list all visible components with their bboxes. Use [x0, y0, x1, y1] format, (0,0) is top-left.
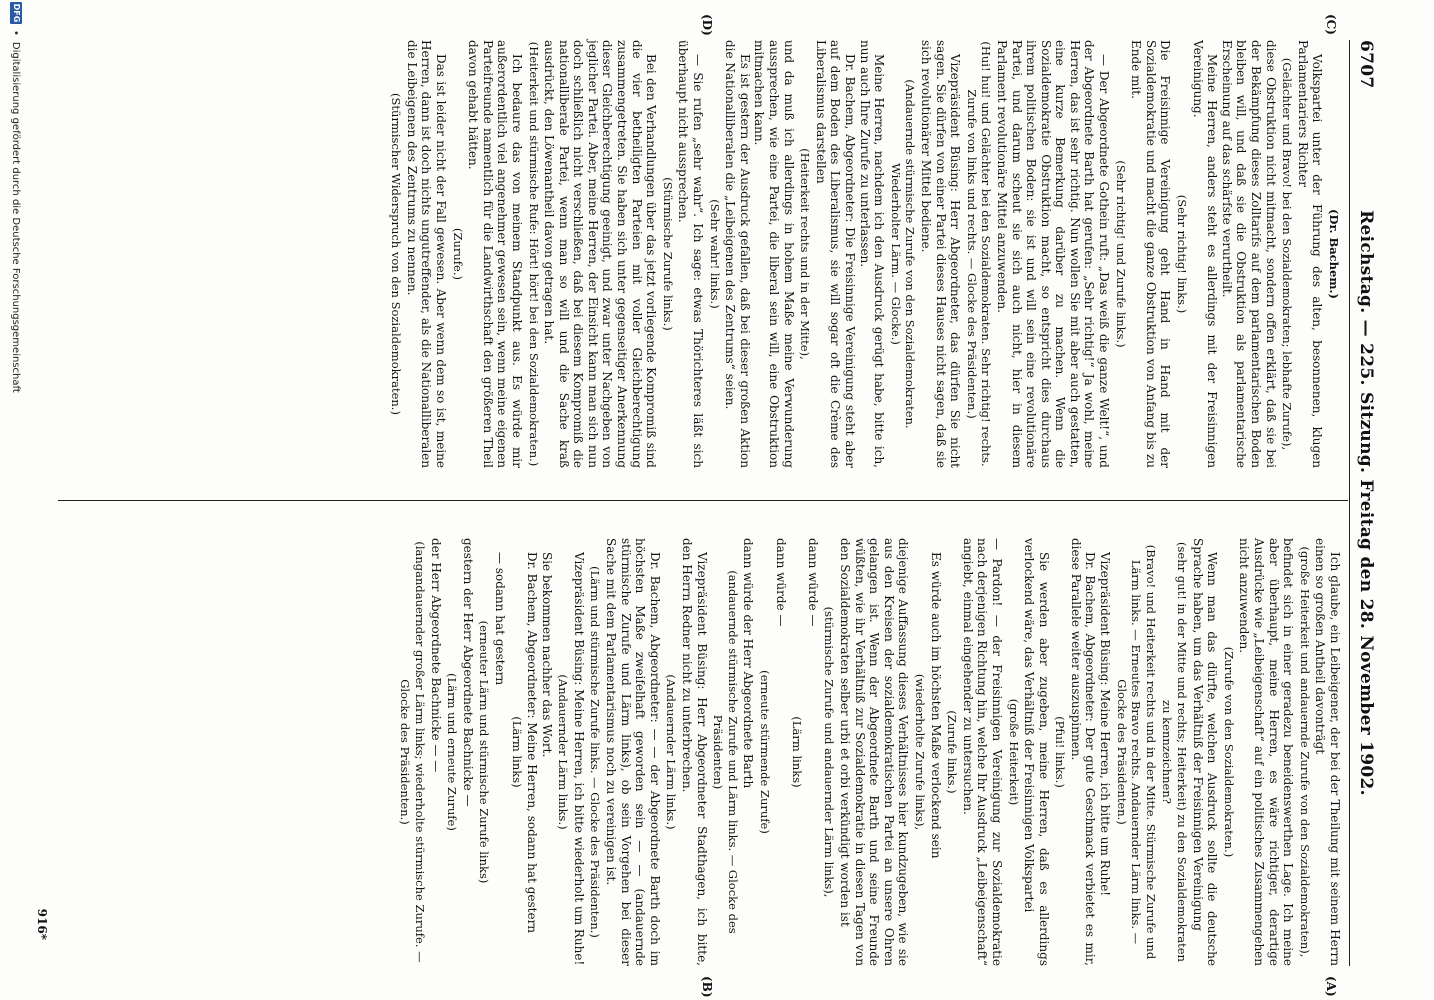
header-rule — [1349, 40, 1350, 966]
credit-text: Digitalisierung gefördert durch die Deutsche Forschungsgemeinschaft — [10, 41, 22, 393]
margin-mark-d: (D) — [700, 14, 714, 36]
paragraph: befindet sich in einer geradezu beneidenswerthen Lage. Ich meine aber überhaupt, meine Herren, es wäre richtiger, derartige Ausdrücke wie „Leibeigenschaft“ auf ein politisches Zusammengehen nicht anzuwenden. — [1237, 538, 1296, 966]
paragraph: diejenige Auffassung dieses Verhältnisses hier kundzugeben, wie sie aus den Kreisen der sozialdemokratischen Partei an unsere Ohren gelangen ist. Wenn der Abgeordnete Barth und seine Freunde wüßten, wie ihr Verhältniß zur Sozialdemokratie in diesen Tagen von den Sozialdemokraten selber urbi et orbi verkündigt worden ist — [838, 538, 911, 966]
paragraph: und da muß ich allerdings in hohem Maße meine Verwunderung aussprechen, wie eine Partei, die liberal sein will, eine Obstruktion mitmachen kann. — [752, 40, 796, 468]
paragraph: Bei den Verhandlungen über das jetzt vorliegende Kompromiß sind die vier betheiligten Parteien mit voller Gleichberechtigung zusammengetreten. Sie haben sich unter gegenseitiger Anerkennung dieser Gleichberechtigung geeinigt, und zwar unter Nachgeben von jeglicher Partei. Aber, meine Herren, der Einsicht kann man sich nun doch schließlich nicht verschließen, daß bei diesem Kompromiß die nationalliberale Partei, wenn man so will und die Sache kraß ausdrückt, den Löwenantheil davon getragen hat. — [542, 40, 659, 468]
stage-direction: (Gelächter und Bravo! bei den Sozialdemokraten; lebhafte Zurufe), — [1280, 57, 1295, 451]
stage-direction: (Sehr richtig! links.) — [1175, 194, 1190, 314]
paragraph: der Herr Abgeordnete Bachnicke — — — [428, 538, 443, 773]
paragraph: Dr. Bachem, Abgeordneter: — — der Abgeordnete Barth doch im höchsten Maße zweifelhaft geworden sein — — (andauernde stürmische Zurufe und Lärm links), ob sein Vorgehen bei dieser Sache mit dem Parlamentarismus noch zu vereinigen ist. — [604, 538, 662, 966]
paragraph: Sie bekommen nachher das Wort. — [539, 552, 554, 758]
paragraph: — Sie rufen „sehr wahr“. Ich sage: etwas Thörichteres läßt sich überhaupt nicht aussprechen. — [676, 40, 706, 468]
digitization-credit — [2, 2, 30, 562]
paragraph: Sie werden aber zugeben, meine Herren, daß es allerdings verlockend wäre, das Verhältniß der Freisinnigen Volkspartei — [1022, 538, 1051, 966]
stage-direction: (langandauernder großer Lärm links; wiederholte stürmische Zurufe. — Glocke des Präsidenten.) — [398, 541, 427, 963]
stage-direction: (Lärm links) — [509, 716, 524, 788]
margin-mark-b: (B) — [700, 976, 714, 998]
paragraph: Dr. Bachem, Abgeordneter: Die Freisinnige Vereinigung steht aber auf dem Boden des Liberalismus, sie will sogar oft die Crème des Liberalismus darstellen — [813, 40, 857, 468]
paragraph: gestern der Herr Abgeordnete Bachnicke — — [460, 538, 475, 807]
paragraph: — sodann hat gestern — [492, 552, 507, 686]
paragraph: Dr. Bachem, Abgeordneter: Der gute Geschmack verbietet es mir, diese Parallele weiter auszuspinnen. — [1068, 538, 1098, 966]
paragraph: dann würde — — [773, 538, 788, 627]
left-column — [387, 40, 1342, 468]
stage-direction: (Lärm links) — [790, 716, 805, 788]
column-divider — [58, 500, 1348, 501]
credit-separator: • — [10, 30, 22, 36]
margin-mark-a: (A) — [1324, 976, 1338, 997]
paragraph: Vizepräsident Büsing: Herr Abgeordneter Stadthagen, ich bitte, den Herrn Redner nicht zu unterbrechen. — [680, 538, 709, 966]
paragraph: Es ist gestern der Ausdruck gefallen, daß bei dieser großen Aktion die Nationalliberalen die „Leibeigenen des Zentrums“ seien. — [723, 40, 752, 468]
stage-direction: (Heiterkeit rechts und in der Mitte), — [798, 148, 813, 360]
sheet-signature: 916* — [35, 908, 49, 940]
stage-direction: (stürmische Zurufe und andauernder Lärm links), — [822, 606, 837, 898]
stage-direction: (erneuter Lärm und stürmische Zurufe links) — [477, 620, 492, 884]
stage-direction: (sehr gut! in der Mitte und rechts; Heiterkeit) zu den Sozialdemokraten zu kennzeichnen? — [1160, 542, 1190, 962]
paragraph: Dr. Bachem, Abgeordneter: Meine Herren, sodann hat gestern — [525, 552, 540, 934]
paragraph: Meine Herren, nachdem ich den Ausdruck gerügt habe, bitte ich, nun auch Ihre Zurufe zu unterlassen. — [857, 40, 887, 468]
stage-direction: (erneute stürmende Zurufe) — [758, 670, 773, 834]
stage-direction: (Lärm und stürmische Zurufe links. — Glocke des Präsidenten.) — [588, 566, 603, 938]
stage-direction: (Hui! hui! und Gelächter bei den Sozialdemokraten. Sehr richtig! rechts. Zurufe von links und rechts. — Glocke des Präsidenten.) — [964, 41, 994, 467]
stage-direction: (Sehr richtig! und Zurufe links.) — [1113, 160, 1128, 348]
speaker-label: (Dr. Bachem.) — [1327, 209, 1341, 299]
page-header — [1352, 40, 1376, 966]
stage-direction: (Stürmische Zurufe links.) — [660, 177, 675, 331]
stage-direction: (Sehr wahr! links.) — [707, 199, 722, 309]
paragraph: dann würde — — [805, 538, 820, 627]
paragraph: Volkspartei unter der Führung des alten, besonnenen, klugen Parlamentariers Richter — [1295, 40, 1325, 468]
stage-direction: (große Heiterkeit und andauernde Zurufe von den Sozialdemokraten), — [1297, 546, 1312, 958]
stage-direction: (Zurufe.) — [450, 228, 465, 280]
paragraph: — Pardon! — der Freisinnigen Vereinigung zur Sozialdemokratie nach derjenigen Richtung hin, welche Ihr Ausdruck „Leibeigenschaft“ angiebt, einmal eingehender zu untersuchen. — [960, 538, 1004, 966]
dfg-logo: DFG — [12, 3, 21, 23]
paragraph: Vizepräsident Büsing: Meine Herren, ich bitte um Ruhe! — [1098, 552, 1113, 897]
paragraph: Wenn man das dürfte, welchen Ausdruck sollte die deutsche Sprache haben, um das Verhältniß der Freisinnigen Vereinigung — [1190, 538, 1220, 966]
stage-direction: (Andauernder Lärm links.) — [556, 674, 571, 830]
paragraph: dann würde der Herr Abgeordnete Barth — [741, 538, 756, 789]
paragraph: Das ist leider nicht der Fall gewesen. Aber wenn dem so ist, meine Herren, dann ist doch nichts ungutreffender, als die Nationalliberalen die Leibeigenen des Zentrums zu nennen. — [404, 40, 448, 468]
stage-direction: (Andauernder Lärm links.) — [664, 674, 679, 830]
paragraph: — Der Abgeordnete Gothein ruft: „Das weiß die ganze Welt!“, und der Abgeordnete Barth hat gerufen: „Sehr richtig!“ Ja wohl, meine Herren, das ist sehr richtig. Nun wollen Sie mit aber auch gestatten, eine kurze Bemerkung darüber zu machen. Wenn die Sozialdemokratie Obstruktion macht, so entspricht dies durchaus ihrem politischen Boden: sie ist und will sein eine revolutionäre Partei, und darum scheut sie sich auch nicht, hier in diesem Parlament revolutionäre Mittel anzuwenden. — [994, 40, 1112, 468]
stage-direction: (Stürmischer Widerspruch von den Sozialdemokraten.) — [389, 93, 404, 415]
stage-direction: (große Heiterkeit) — [1006, 698, 1021, 806]
stage-direction: (Lärm und erneute Zurufe) — [445, 673, 460, 831]
stage-direction: (Zurufe von den Sozialdemokraten.) — [1221, 646, 1236, 858]
stage-direction: (andauernde stürmische Zurufe und Lärm links. — Glocke des Präsidenten) — [711, 570, 740, 934]
stage-direction: (wiederholte Zurufe links), — [912, 673, 927, 831]
stage-direction: (Zurufe links.) — [945, 710, 960, 794]
paragraph: diese Obstruktion nicht mitmacht, sondern offen erklärt, daß sie bei der Bekämpfung dieses Zolltarifs auf dem parlamentarischen Boden bleiben will, und daß sie die Obstruktion als parlamentarische Erscheinung auf das schärfste verurtheilt. — [1219, 40, 1278, 468]
paragraph: Die Freisinnige Vereinigung geht Hand in Hand mit der Sozialdemokratie und macht die ganze Obstruktion von Anfang bis zu Ende mit. — [1129, 40, 1173, 468]
page-number: 6707 — [1356, 40, 1376, 89]
page-title: Reichstag. — 225. Sitzung. Freitag den 28. November 1902. — [1356, 210, 1376, 796]
paragraph: Vizepräsident Büsing: Herr Abgeordneter, das dürfen Sie nicht sagen. Sie dürfen von einer Partei dieses Hauses nicht sagen, daß sie sich revolutionärer Mittel bediene. — [918, 40, 963, 468]
paragraph: Meine Herren, anders steht es allerdings mit der Freisinnigen Vereinigung. — [1190, 40, 1220, 468]
stage-direction: (Bravo! und Heiterkeit rechts und in der Mitte. Stürmische Zurufe und Lärm links. — Erneutes Bravo rechts. Andauernder Lärm links. — Glocke des Präsidenten.) — [1114, 544, 1158, 960]
paragraph: Ich glaube, ein Leibeigener, der bei der Theilung mit seinem Herrn einen so großen Antheil davonträgt — [1313, 538, 1342, 966]
paragraph: Ich bedaure das von meinem Standpunkt aus. Es würde mir außerordentlich viel angenehmer gewesen sein, wenn meine eigenen Parteifreunde namentlich für die Landwirthschaft den größeren Theil davon gehabt hätten. — [466, 40, 524, 468]
right-column — [396, 538, 1342, 966]
margin-mark-c: (C) — [1324, 14, 1338, 35]
stage-direction: (Andauernde stürmische Zurufe von den Sozialdemokraten. Wiederholter Lärm. — Glocke.) — [888, 79, 918, 429]
stage-direction: (Heiterkeit und stürmische Rufe: Hört! hört! bei den Sozialdemokraten.) — [526, 41, 541, 467]
paragraph: Vizepräsident Büsing: Meine Herren, ich bitte wiederholt um Ruhe! — [571, 552, 586, 966]
stage-direction: (Pfui! links.) — [1053, 716, 1068, 788]
paragraph: Es würde auch im höchsten Maße verlockend sein — [928, 552, 943, 859]
